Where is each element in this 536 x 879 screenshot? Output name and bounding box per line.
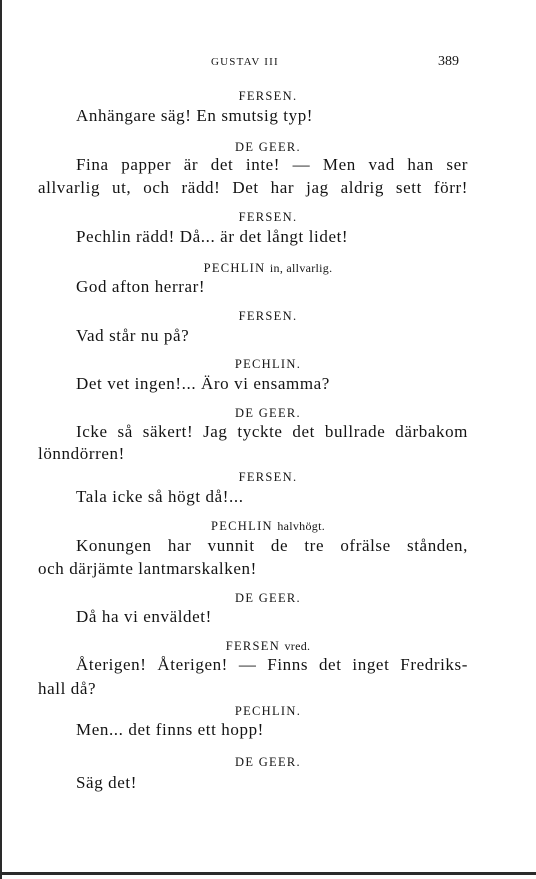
dialogue-line: Konungen har vunnit de tre ofrälse stånden, xyxy=(76,536,468,555)
speaker-name: FERSEN. xyxy=(238,309,298,323)
running-title: GUSTAV III xyxy=(211,56,279,68)
speaker-name: FERSEN. xyxy=(238,470,298,484)
speaker-label xyxy=(0,519,536,534)
dialogue-line: Pechlin rädd! Då... är det långt lidet! xyxy=(76,227,349,246)
dialogue-line: och därjämte lantmarskalken! xyxy=(38,559,257,578)
dialogue-line: lönndörren! xyxy=(38,444,125,463)
speaker-name: PECHLIN xyxy=(203,261,266,275)
speaker-name: DE GEER. xyxy=(235,755,301,769)
dialogue-line: allvarlig ut, och rädd! Det har jag aldrig sett förr! xyxy=(38,178,468,197)
dialogue-line: Säg det! xyxy=(76,773,137,792)
speaker-name: PECHLIN. xyxy=(234,704,302,718)
speaker-label xyxy=(0,704,536,719)
speaker-label xyxy=(0,140,536,155)
speaker-name: DE GEER. xyxy=(235,591,301,605)
dialogue-line: Icke så säkert! Jag tyckte det bullrade därbakom xyxy=(76,422,468,441)
dialogue-line: Då ha vi enväldet! xyxy=(76,607,212,626)
dialogue-line: Tala icke så högt då!... xyxy=(76,487,244,506)
speaker-label xyxy=(0,89,536,104)
speaker-label xyxy=(0,406,536,421)
speaker-name: FERSEN xyxy=(225,639,281,653)
speaker-name: DE GEER. xyxy=(235,406,301,420)
speaker-name: FERSEN. xyxy=(238,210,298,224)
dialogue-line: Fina papper är det inte! — Men vad han ser xyxy=(76,155,468,174)
page-number: 389 xyxy=(438,54,459,69)
dialogue-line: Anhängare säg! En smutsig typ! xyxy=(76,106,314,125)
page-bottom-edge xyxy=(0,872,536,875)
speaker-name: FERSEN. xyxy=(238,89,298,103)
running-header xyxy=(0,56,536,76)
speaker-name: PECHLIN xyxy=(210,519,273,533)
dialogue-line: Det vet ingen!... Äro vi ensamma? xyxy=(76,374,330,393)
dialogue-line: Men... det finns ett hopp! xyxy=(76,720,264,739)
speaker-label xyxy=(0,210,536,225)
speaker-label xyxy=(0,261,536,276)
speaker-label xyxy=(0,639,536,654)
dialogue-line: God afton herrar! xyxy=(76,277,206,296)
dialogue-line: Återigen! Återigen! — Finns det inget Fredriks- xyxy=(76,655,468,674)
stage-direction: vred. xyxy=(284,639,311,653)
speaker-name: PECHLIN. xyxy=(234,357,302,371)
speaker-name: DE GEER. xyxy=(235,140,301,154)
dialogue-line: Vad står nu på? xyxy=(76,326,190,345)
speaker-label xyxy=(0,591,536,606)
stage-direction: halvhögt. xyxy=(277,519,326,533)
speaker-label xyxy=(0,470,536,485)
dialogue-line: hall då? xyxy=(38,679,97,698)
page-left-edge xyxy=(0,0,2,879)
speaker-label xyxy=(0,357,536,372)
speaker-label xyxy=(0,755,536,770)
speaker-label xyxy=(0,309,536,324)
stage-direction: in, allvarlig. xyxy=(269,261,333,275)
